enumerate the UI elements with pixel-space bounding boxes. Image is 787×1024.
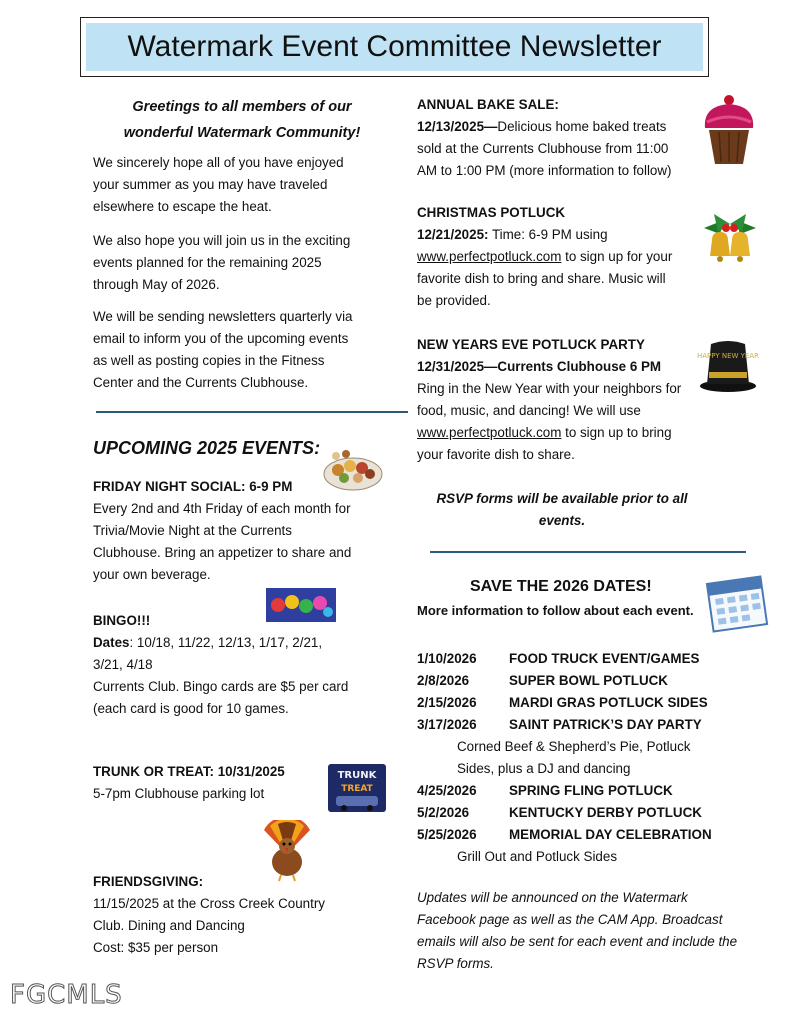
trunk-text: 5-7pm Clubhouse parking lot: [93, 786, 265, 801]
date: 5/25/2026: [417, 827, 477, 842]
nye-potluck: [417, 334, 712, 466]
friday-line: Clubhouse. Bring an appetizer to share and: [93, 545, 352, 560]
event: MARDI GRAS POTLUCK SIDES: [509, 695, 708, 710]
para-line: We sincerely hope all of you have enjoyed: [93, 155, 344, 170]
bingo-line: (each card is good for 10 games.: [93, 701, 289, 716]
friends-title: FRIENDSGIVING:: [93, 874, 204, 889]
stpat-note: Corned Beef & Shepherd’s Pie, Potluck: [457, 739, 691, 754]
friday-title: FRIDAY NIGHT SOCIAL: 6-9 PM: [93, 479, 293, 494]
rsvp-line: events.: [538, 513, 586, 528]
rsvp-note: [417, 488, 707, 532]
date: 2/15/2026: [417, 695, 477, 710]
bingo-dates: : 10/18, 11/22, 12/13, 1/17, 2/21,: [129, 635, 323, 650]
bingo-dates-2: 3/21, 4/18: [93, 657, 153, 672]
xmas-line: be provided.: [417, 293, 491, 308]
upcoming-heading: UPCOMING 2025 EVENTS:: [93, 438, 321, 458]
xmas-title: CHRISTMAS POTLUCK: [417, 205, 566, 220]
date: 5/2/2026: [417, 805, 470, 820]
updates-line: RSVP forms.: [417, 956, 494, 971]
event: SPRING FLING POTLUCK: [509, 783, 673, 798]
friday-line: your own beverage.: [93, 567, 211, 582]
para-line: your summer as you may have traveled: [93, 177, 328, 192]
save-dates-sub: More information to follow about each event.: [417, 603, 694, 618]
para-line: as well as posting copies in the Fitness: [93, 353, 325, 368]
friday-line: Every 2nd and 4th Friday of each month for: [93, 501, 351, 516]
nye-line-3: your favorite dish to share.: [417, 447, 575, 462]
trunk-icon-text-1: TRUNK: [337, 770, 377, 781]
xmas-line: favorite dish to bring and share. Music will: [417, 271, 666, 286]
event: SUPER BOWL POTLUCK: [509, 673, 668, 688]
bake-line: sold at the Currents Clubhouse from 11:00: [417, 141, 669, 156]
date: 2/8/2026: [417, 673, 470, 688]
event: KENTUCKY DERBY POTLUCK: [509, 805, 702, 820]
greeting-line-1: Greetings to all members of our: [132, 99, 352, 115]
trunk-title: TRUNK OR TREAT: 10/31/2025: [93, 764, 285, 779]
date: 3/17/2026: [417, 717, 477, 732]
nye-title: NEW YEARS EVE POTLUCK PARTY: [417, 337, 645, 352]
bingo-line: Currents Club. Bingo cards are $5 per card: [93, 679, 349, 694]
nye-date: 12/31/2025—Currents Clubhouse 6 PM: [417, 359, 662, 374]
nye-text-2: to sign up to bring: [561, 425, 672, 440]
intro-paragraph-2: [93, 230, 393, 296]
right-divider: [430, 551, 746, 553]
mls-watermark: FGCMLS: [10, 980, 123, 1010]
greeting-block: [94, 94, 394, 146]
xmas-date: 12/21/2025:: [417, 227, 489, 242]
bingo-title: BINGO!!!: [93, 613, 151, 628]
para-line: Center and the Currents Clubhouse.: [93, 375, 309, 390]
date: 1/10/2026: [417, 651, 477, 666]
friday-social: [93, 476, 403, 586]
nye-line: food, music, and dancing! We will use: [417, 403, 641, 418]
friends-line: Cost: $35 per person: [93, 940, 219, 955]
hat-text: HAPPY NEW YEAR: [697, 352, 759, 360]
xmas-link[interactable]: www.perfectpotluck.com: [417, 249, 562, 264]
trunk-or-treat: [93, 761, 393, 805]
trunk-icon-text-2: TREAT: [341, 784, 373, 794]
para-line: We will be sending newsletters quarterly via: [93, 309, 353, 324]
event: MEMORIAL DAY CELEBRATION: [509, 827, 712, 842]
para-line: email to inform you of the upcoming events: [93, 331, 349, 346]
bake-date: 12/13/2025—: [417, 119, 498, 134]
intro-paragraph-1: [93, 152, 393, 218]
friends-line: Club. Dining and Dancing: [93, 918, 245, 933]
updates-line: Updates will be announced on the Watermark: [417, 890, 688, 905]
left-divider: [96, 411, 408, 413]
bake-text: Delicious home baked treats: [497, 119, 667, 134]
intro-paragraph-3: [93, 306, 393, 394]
bake-line: AM to 1:00 PM (more information to follow): [417, 163, 672, 178]
rsvp-line: RSVP forms will be available prior to all: [436, 491, 688, 506]
calendar-icon: [702, 570, 772, 634]
para-line: events planned for the remaining 2025: [93, 255, 322, 270]
updates-line: emails will also be sent for each event and include the: [417, 934, 738, 949]
date: 4/25/2026: [417, 783, 477, 798]
updates-note: [417, 887, 767, 975]
bake-sale: [417, 94, 707, 182]
memorial-note: Grill Out and Potluck Sides: [457, 849, 618, 864]
title-box: [80, 17, 709, 77]
updates-line: Facebook page as well as the CAM App. Broadcast: [417, 912, 723, 927]
event: FOOD TRUCK EVENT/GAMES: [509, 651, 700, 666]
bake-title: ANNUAL BAKE SALE:: [417, 97, 559, 112]
bingo-dates-label: Dates: [93, 635, 130, 650]
event: SAINT PATRICK’S DAY PARTY: [509, 717, 702, 732]
stpat-note: Sides, plus a DJ and dancing: [457, 761, 631, 776]
christmas-potluck: [417, 202, 712, 312]
bingo-block: [93, 610, 403, 720]
nye-line: Ring in the New Year with your neighbors for: [417, 381, 682, 396]
para-line: elsewhere to escape the heat.: [93, 199, 272, 214]
xmas-text: Time: 6-9 PM using: [488, 227, 608, 242]
friends-line: 11/15/2025 at the Cross Creek Country: [93, 896, 325, 911]
nye-link[interactable]: www.perfectpotluck.com: [417, 425, 562, 440]
para-line: We also hope you will join us in the exciting: [93, 233, 351, 248]
friday-line: Trivia/Movie Night at the Currents: [93, 523, 292, 538]
para-line: through May of 2026.: [93, 277, 220, 292]
newsletter-title: Watermark Event Committee Newsletter: [86, 23, 703, 71]
greeting-line-2: wonderful Watermark Community!: [123, 125, 361, 141]
save-dates-heading: SAVE THE 2026 DATES!: [470, 578, 652, 595]
xmas-text-2: to sign up for your: [561, 249, 673, 264]
friendsgiving: [93, 871, 393, 959]
